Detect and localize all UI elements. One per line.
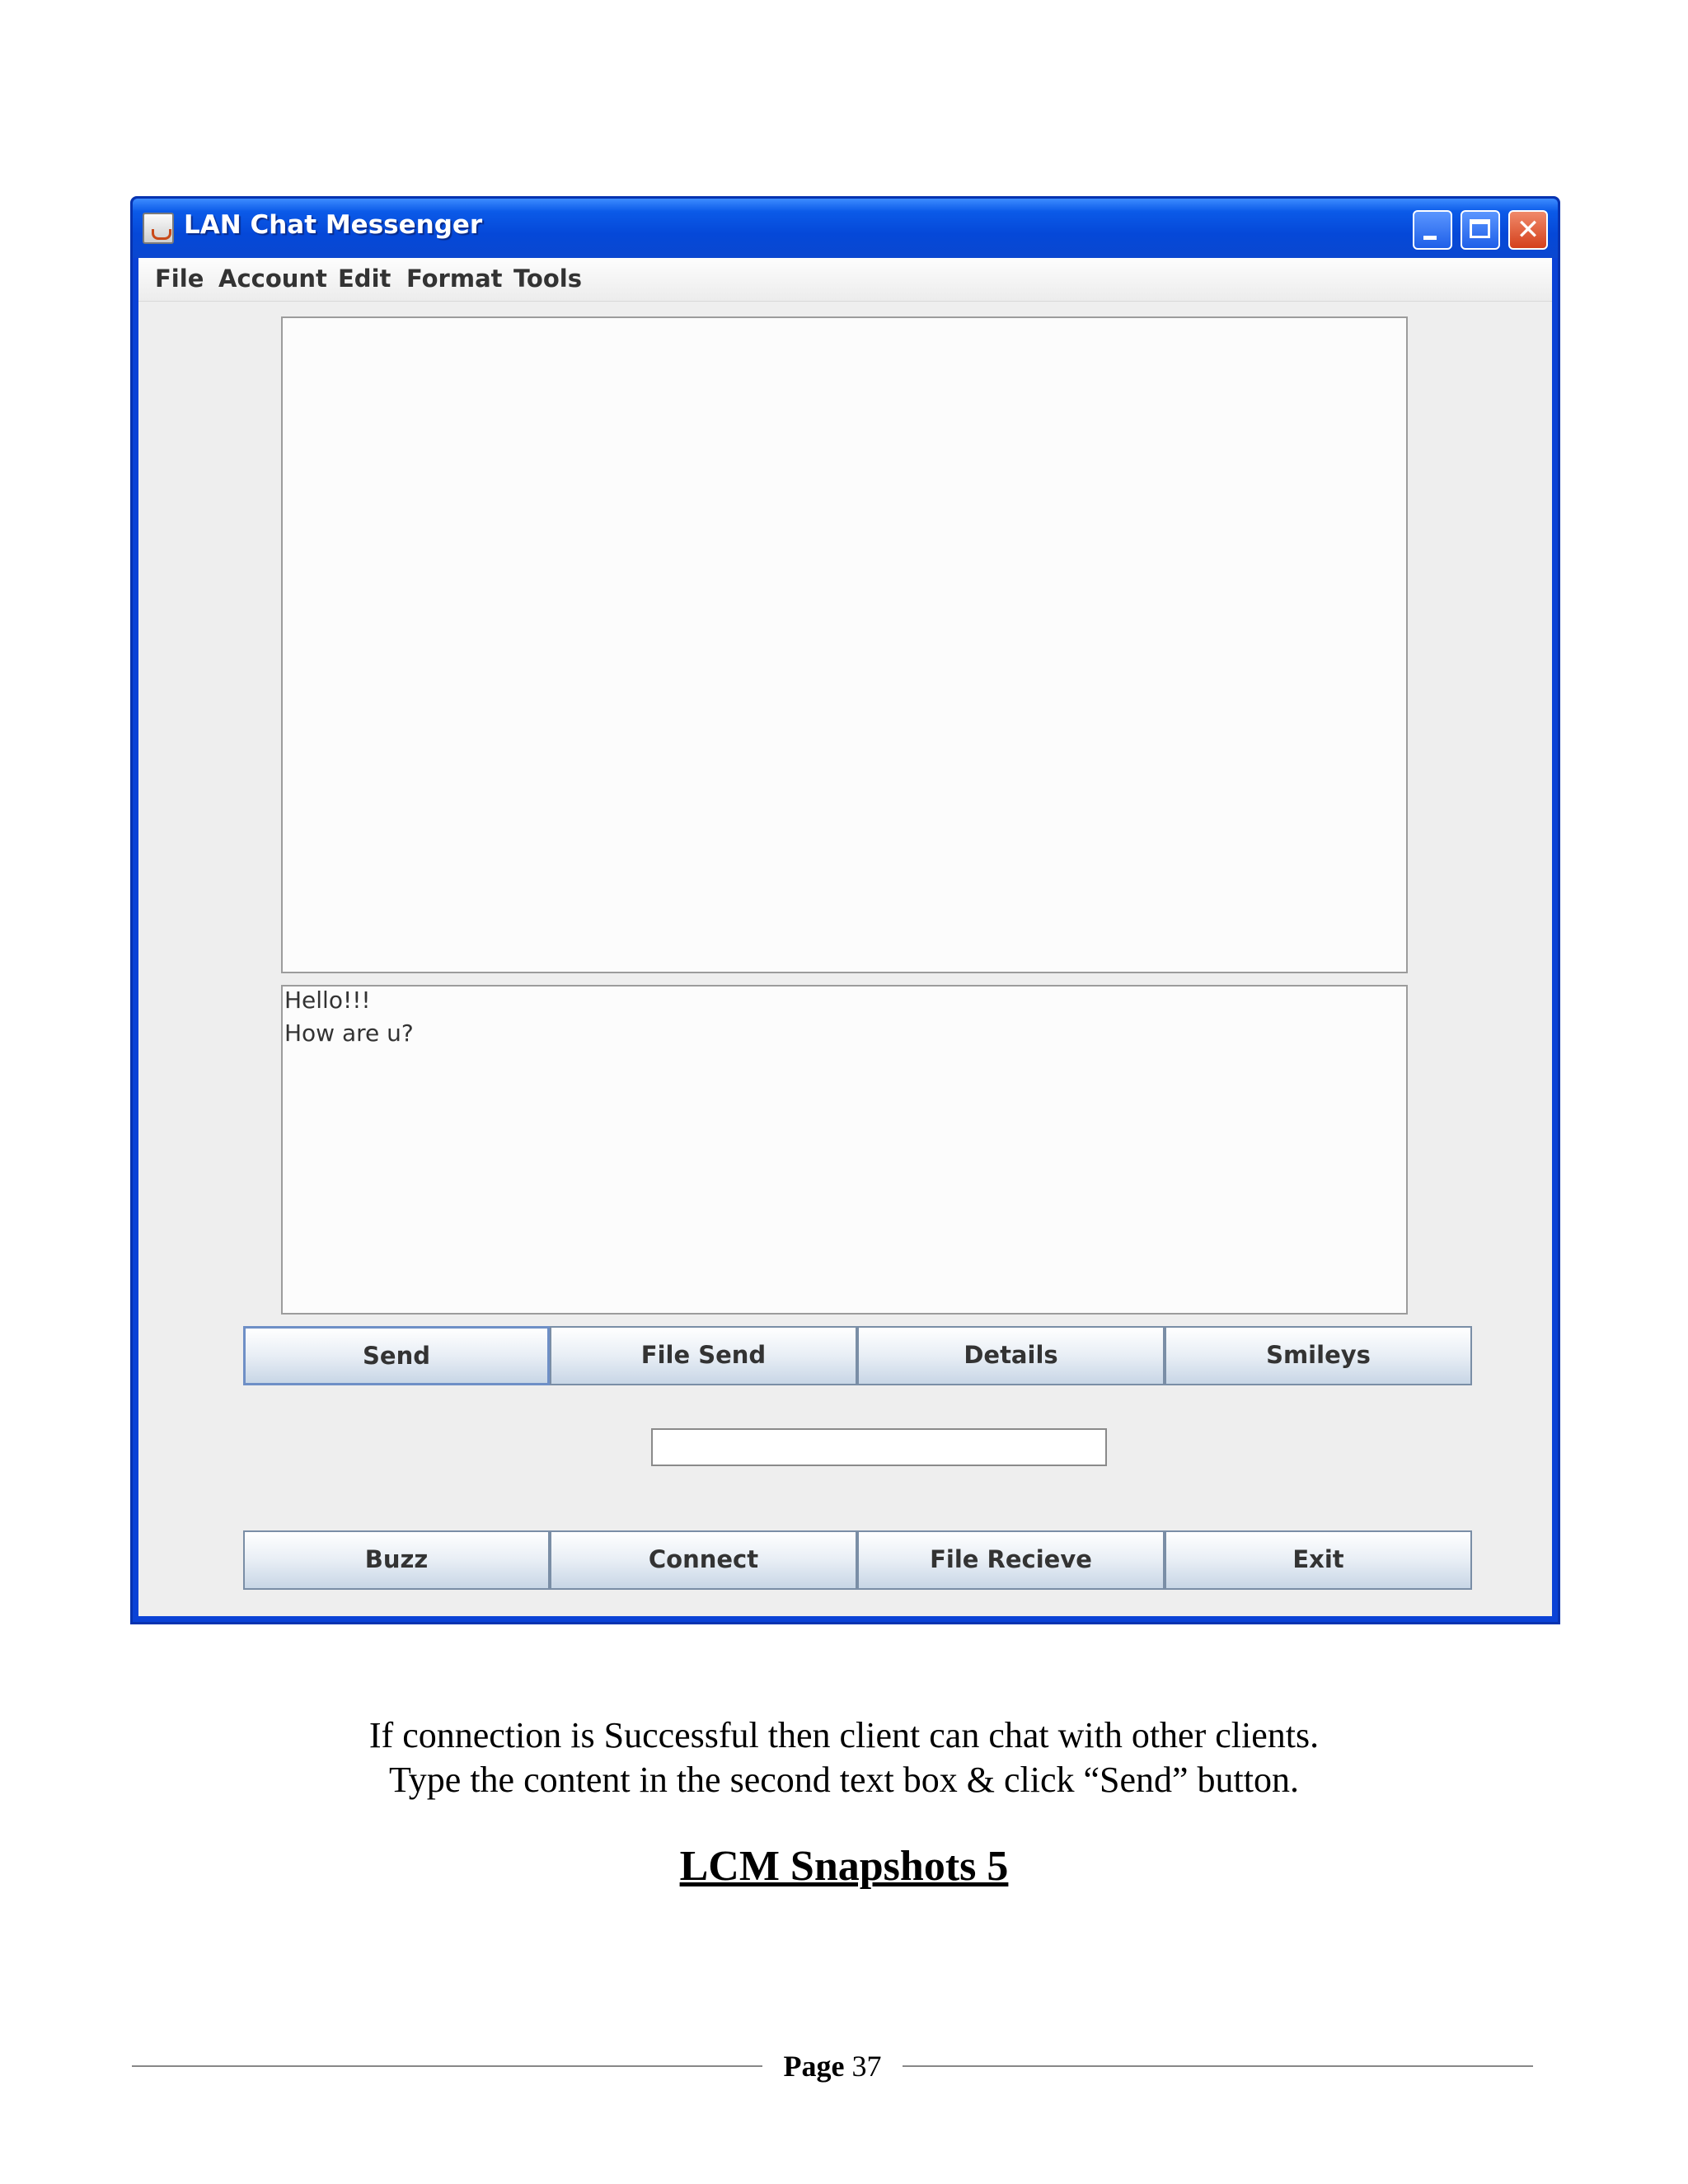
chat-display-area[interactable] xyxy=(281,316,1408,973)
file-send-button[interactable]: File Send xyxy=(550,1326,857,1385)
status-field[interactable] xyxy=(651,1428,1107,1466)
menu-account[interactable]: Account xyxy=(218,265,327,293)
details-button[interactable]: Details xyxy=(857,1326,1165,1385)
snapshot-heading: LCM Snapshots 5 xyxy=(679,1843,1009,1890)
close-icon[interactable]: ✕ xyxy=(1508,210,1548,250)
smileys-button[interactable]: Smileys xyxy=(1165,1326,1472,1385)
exit-button[interactable]: Exit xyxy=(1165,1530,1472,1590)
message-input-area[interactable] xyxy=(281,985,1408,1315)
menu-bar xyxy=(138,258,1552,302)
menu-format[interactable]: Format xyxy=(406,265,503,293)
message-line: How are u? xyxy=(284,1019,414,1047)
minimize-icon[interactable] xyxy=(1413,210,1452,250)
maximize-icon[interactable] xyxy=(1461,210,1500,250)
footer-rule-left xyxy=(132,2065,762,2067)
java-cup-icon xyxy=(143,213,174,244)
caption-line-2: Type the content in the second text box & click “Send” button. xyxy=(389,1760,1299,1800)
message-line: Hello!!! xyxy=(284,987,371,1014)
menu-file[interactable]: File xyxy=(155,265,204,293)
page-label: Page xyxy=(783,2050,845,2083)
send-button[interactable]: Send xyxy=(243,1326,550,1385)
connect-button[interactable]: Connect xyxy=(550,1530,857,1590)
window-title: LAN Chat Messenger xyxy=(184,210,483,240)
page-number-value: 37 xyxy=(851,2050,882,2083)
menu-edit[interactable]: Edit xyxy=(338,265,392,293)
window-content xyxy=(138,258,1552,1616)
footer-rule-right xyxy=(903,2065,1533,2067)
menu-tools[interactable]: Tools xyxy=(513,265,582,293)
page-number xyxy=(767,2049,898,2083)
file-recieve-button[interactable]: File Recieve xyxy=(857,1530,1165,1590)
title-bar[interactable] xyxy=(133,199,1558,258)
buzz-button[interactable]: Buzz xyxy=(243,1530,550,1590)
caption-line-1: If connection is Successful then client can chat with other clients. xyxy=(368,1715,1320,1755)
chat-window xyxy=(130,196,1560,1624)
